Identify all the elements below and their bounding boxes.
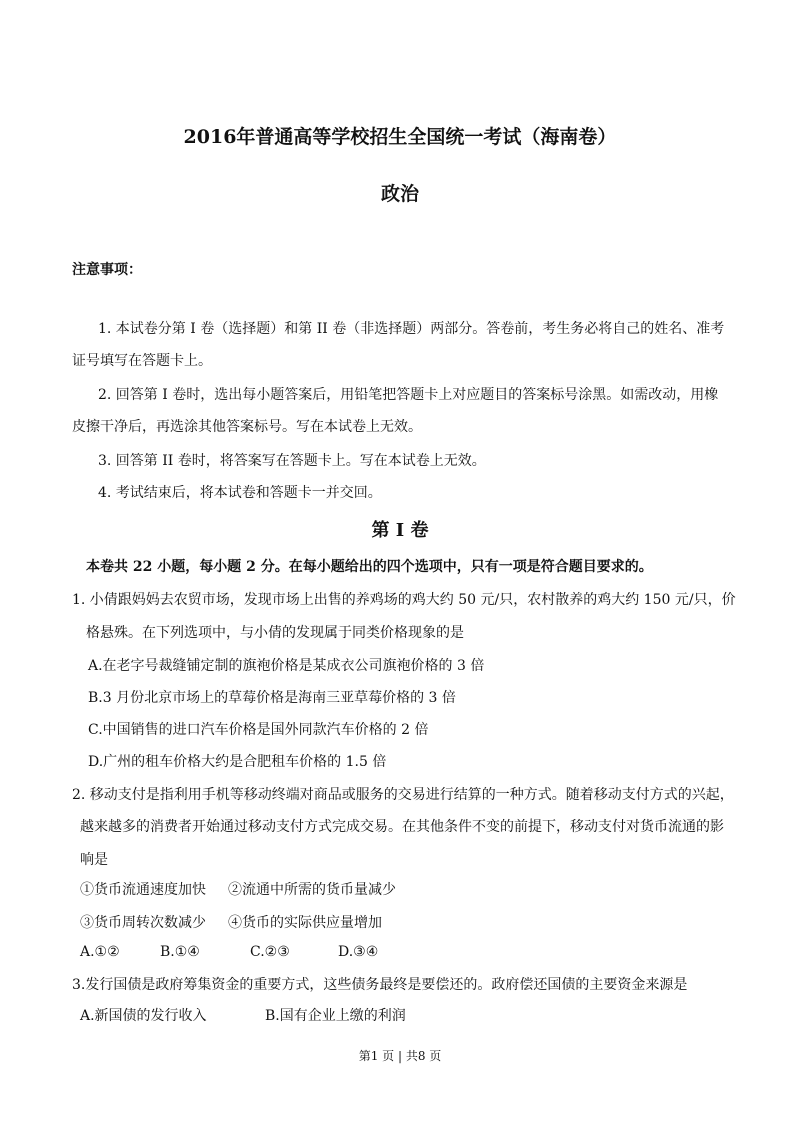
q3-option-b: B.国有企业上缴的利润 [265,1008,406,1024]
notice-item-2-line2: 皮擦干净后，再选涂其他答案标号。写在本试卷上无效。 [72,419,422,435]
page-footer: 第1 页 | 共8 页 [358,1049,442,1063]
q2-stem-line3: 响是 [80,852,108,868]
q3-option-a: A.新国债的发行收入 [80,1008,207,1024]
q1-option-a: A.在老字号裁缝铺定制的旗袍价格是某成衣公司旗袍价格的 3 倍 [88,658,485,674]
notice-heading: 注意事项： [72,262,142,278]
q1-option-b: B.3 月份北京市场上的草莓价格是海南三亚草莓价格的 3 倍 [88,690,456,706]
q2-option-a: A.①② [80,944,120,960]
q1-option-d: D.广州的租车价格大约是合肥租车价格的 1.5 倍 [88,754,387,770]
q2-options [80,944,440,966]
q2-statement-3: ③货币周转次数减少 [80,915,206,931]
q2-statement-4: ④货币的实际供应量增加 [228,915,382,931]
section-description: 本卷共 22 小题，每小题 2 分。在每小题给出的四个选项中，只有一项是符合题目要求的。 [86,559,653,575]
notice-item-3: 3. 回答第 II 卷时，将答案写在答题卡上。写在本试卷上无效。 [98,453,486,469]
q2-statement-1: ①货币流通速度加快 [80,882,206,898]
q1-stem-line1: 1. 小倩跟妈妈去农贸市场，发现市场上出售的养鸡场的鸡大约 50 元/只，农村散养的鸡大约 150 元/只，价 [72,592,736,608]
q3-stem: 3.发行国债是政府筹集资金的重要方式，这些债务最终是要偿还的。政府偿还国债的主要资金来源是 [72,977,688,993]
exam-title: 2016年普通高等学校招生全国统一考试（海南卷） [183,126,617,148]
q2-stem-line2: 越来越多的消费者开始通过移动支付方式完成交易。在其他条件不变的前提下，移动支付对货币流通的影 [80,819,724,835]
subject-title: 政治 [380,183,419,205]
q2-option-b: B.①④ [160,944,200,960]
notice-item-2-line1: 2. 回答第 I 卷时，选出每小题答案后，用铅笔把答题卡上对应题目的答案标号涂黑。如需改动，用橡 [98,387,719,403]
notice-item-1-line1: 1. 本试卷分第 I 卷（选择题）和第 II 卷（非选择题）两部分。答卷前，考生务必将自己的姓名、准考 [98,321,725,337]
q2-option-c: C.②③ [250,944,290,960]
notice-item-1-line2: 证号填写在答题卡上。 [72,353,212,369]
notice-item-4: 4. 考试结束后，将本试卷和答题卡一并交回。 [98,485,382,501]
q1-option-c: C.中国销售的进口汽车价格是国外同款汽车价格的 2 倍 [88,722,429,738]
q3-options [80,1005,440,1027]
q2-stem-line1: 2. 移动支付是指利用手机等移动终端对商品或服务的交易进行结算的一种方式。随着移动支付方式的兴起， [72,787,734,803]
section-title: 第 I 卷 [371,520,429,541]
q2-option-d: D.③④ [338,944,379,960]
q1-stem-line2: 格悬殊。在下列选项中，与小倩的发现属于同类价格现象的是 [86,625,464,641]
q2-statement-2: ②流通中所需的货币量减少 [228,882,396,898]
